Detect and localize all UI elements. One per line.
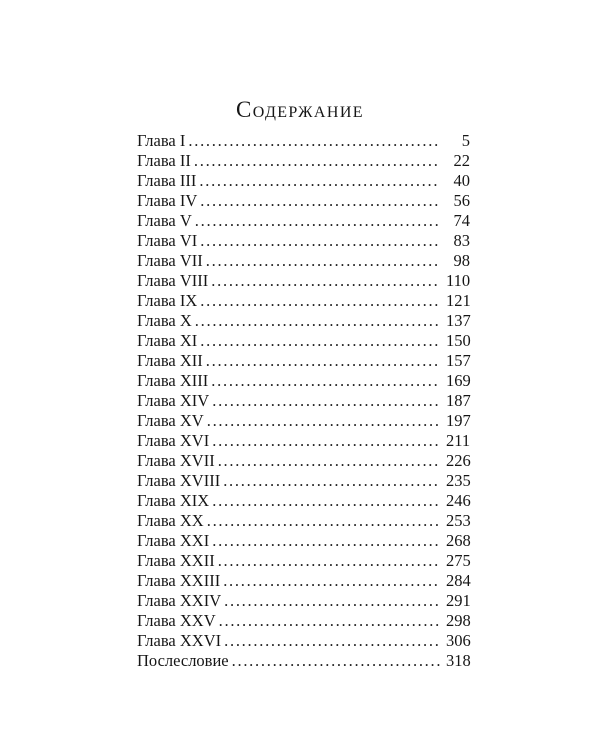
entry-label: Глава XVI (137, 431, 210, 450)
entry-label: Глава XXIV (137, 591, 222, 610)
dot-leader (212, 491, 440, 511)
toc-entry (137, 391, 470, 411)
entry-label: Глава II (137, 151, 191, 170)
dot-leader (200, 291, 440, 311)
entry-label: Глава XXV (137, 611, 216, 630)
entry-label: Глава XXI (137, 531, 210, 550)
dot-leader (188, 131, 440, 151)
toc-entry (137, 231, 470, 251)
entry-page-number: 298 (446, 611, 471, 630)
dot-leader (206, 251, 440, 271)
entry-page-number: 110 (446, 271, 471, 290)
entry-label: Глава I (137, 131, 186, 150)
entry-label: Глава XXII (137, 551, 215, 570)
toc-entry (137, 651, 470, 671)
dot-leader (200, 331, 440, 351)
toc-entry (137, 631, 470, 651)
dot-leader (223, 471, 440, 491)
dot-leader (194, 151, 440, 171)
entry-label: Глава XVII (137, 451, 215, 470)
dot-leader (206, 351, 440, 371)
entry-label: Глава XXIII (137, 571, 221, 590)
dot-leader (212, 531, 440, 551)
dot-leader (199, 171, 440, 191)
entry-page-number: 197 (446, 411, 471, 430)
toc-entry (137, 491, 470, 511)
toc-entry (137, 211, 470, 231)
dot-leader (211, 371, 440, 391)
entry-label: Глава V (137, 211, 192, 230)
toc-entry (137, 291, 470, 311)
entry-page-number: 157 (446, 351, 471, 370)
entry-page-number: 253 (446, 511, 471, 530)
dot-leader (195, 311, 440, 331)
entry-label: Глава XIV (137, 391, 210, 410)
entry-label: Глава XIX (137, 491, 210, 510)
dot-leader (207, 511, 440, 531)
entry-page-number: 150 (446, 331, 471, 350)
dot-leader (195, 211, 440, 231)
toc-entry (137, 251, 470, 271)
toc-entry (137, 471, 470, 491)
dot-leader (223, 571, 440, 591)
entry-page-number: 137 (446, 311, 471, 330)
entry-label: Глава IV (137, 191, 198, 210)
entry-page-number: 235 (446, 471, 471, 490)
entry-label: Глава XIII (137, 371, 209, 390)
entry-label: Глава VIII (137, 271, 209, 290)
dot-leader (218, 451, 440, 471)
entry-label: Глава III (137, 171, 197, 190)
table-of-contents (137, 131, 470, 671)
dot-leader (212, 431, 440, 451)
toc-entry (137, 451, 470, 471)
entry-label: Глава VII (137, 251, 203, 270)
entry-page-number: 56 (453, 191, 470, 210)
toc-entry (137, 131, 470, 151)
entry-page-number: 306 (446, 631, 471, 650)
dot-leader (232, 651, 440, 671)
entry-page-number: 246 (446, 491, 471, 510)
toc-entry (137, 171, 470, 191)
entry-label: Глава XVIII (137, 471, 221, 490)
dot-leader (224, 631, 440, 651)
entry-page-number: 98 (453, 251, 470, 270)
entry-label: Глава IX (137, 291, 198, 310)
toc-entry (137, 191, 470, 211)
entry-label: Глава X (137, 311, 192, 330)
toc-entry (137, 411, 470, 431)
dot-leader (200, 231, 440, 251)
entry-page-number: 268 (446, 531, 471, 550)
toc-entry (137, 551, 470, 571)
entry-label: Глава XII (137, 351, 203, 370)
entry-label: Глава XI (137, 331, 198, 350)
toc-entry (137, 571, 470, 591)
dot-leader (224, 591, 440, 611)
entry-page-number: 211 (446, 431, 471, 450)
dot-leader (218, 551, 440, 571)
entry-page-number: 187 (446, 391, 471, 410)
entry-page-number: 318 (446, 651, 471, 670)
dot-leader (200, 191, 440, 211)
toc-entry (137, 311, 470, 331)
entry-label: Глава XV (137, 411, 204, 430)
entry-page-number: 40 (453, 171, 470, 190)
dot-leader (211, 271, 440, 291)
entry-label: Глава XX (137, 511, 204, 530)
toc-entry (137, 531, 470, 551)
entry-label: Послесловие (137, 651, 229, 670)
entry-page-number: 226 (446, 451, 471, 470)
toc-entry (137, 611, 470, 631)
entry-label: Глава VI (137, 231, 198, 250)
entry-page-number: 5 (461, 131, 470, 150)
entry-page-number: 291 (446, 591, 471, 610)
entry-page-number: 74 (453, 211, 470, 230)
entry-page-number: 83 (453, 231, 470, 250)
toc-entry (137, 331, 470, 351)
entry-label: Глава XXVI (137, 631, 222, 650)
dot-leader (207, 411, 440, 431)
dot-leader (219, 611, 440, 631)
toc-entry (137, 431, 470, 451)
toc-entry (137, 511, 470, 531)
page-title: Содержание (236, 97, 364, 122)
entry-page-number: 22 (453, 151, 470, 170)
entry-page-number: 284 (446, 571, 471, 590)
toc-entry (137, 151, 470, 171)
toc-entry (137, 271, 470, 291)
dot-leader (212, 391, 440, 411)
entry-page-number: 275 (446, 551, 471, 570)
toc-entry (137, 351, 470, 371)
toc-entry (137, 371, 470, 391)
entry-page-number: 169 (446, 371, 471, 390)
toc-entry (137, 591, 470, 611)
entry-page-number: 121 (446, 291, 471, 310)
